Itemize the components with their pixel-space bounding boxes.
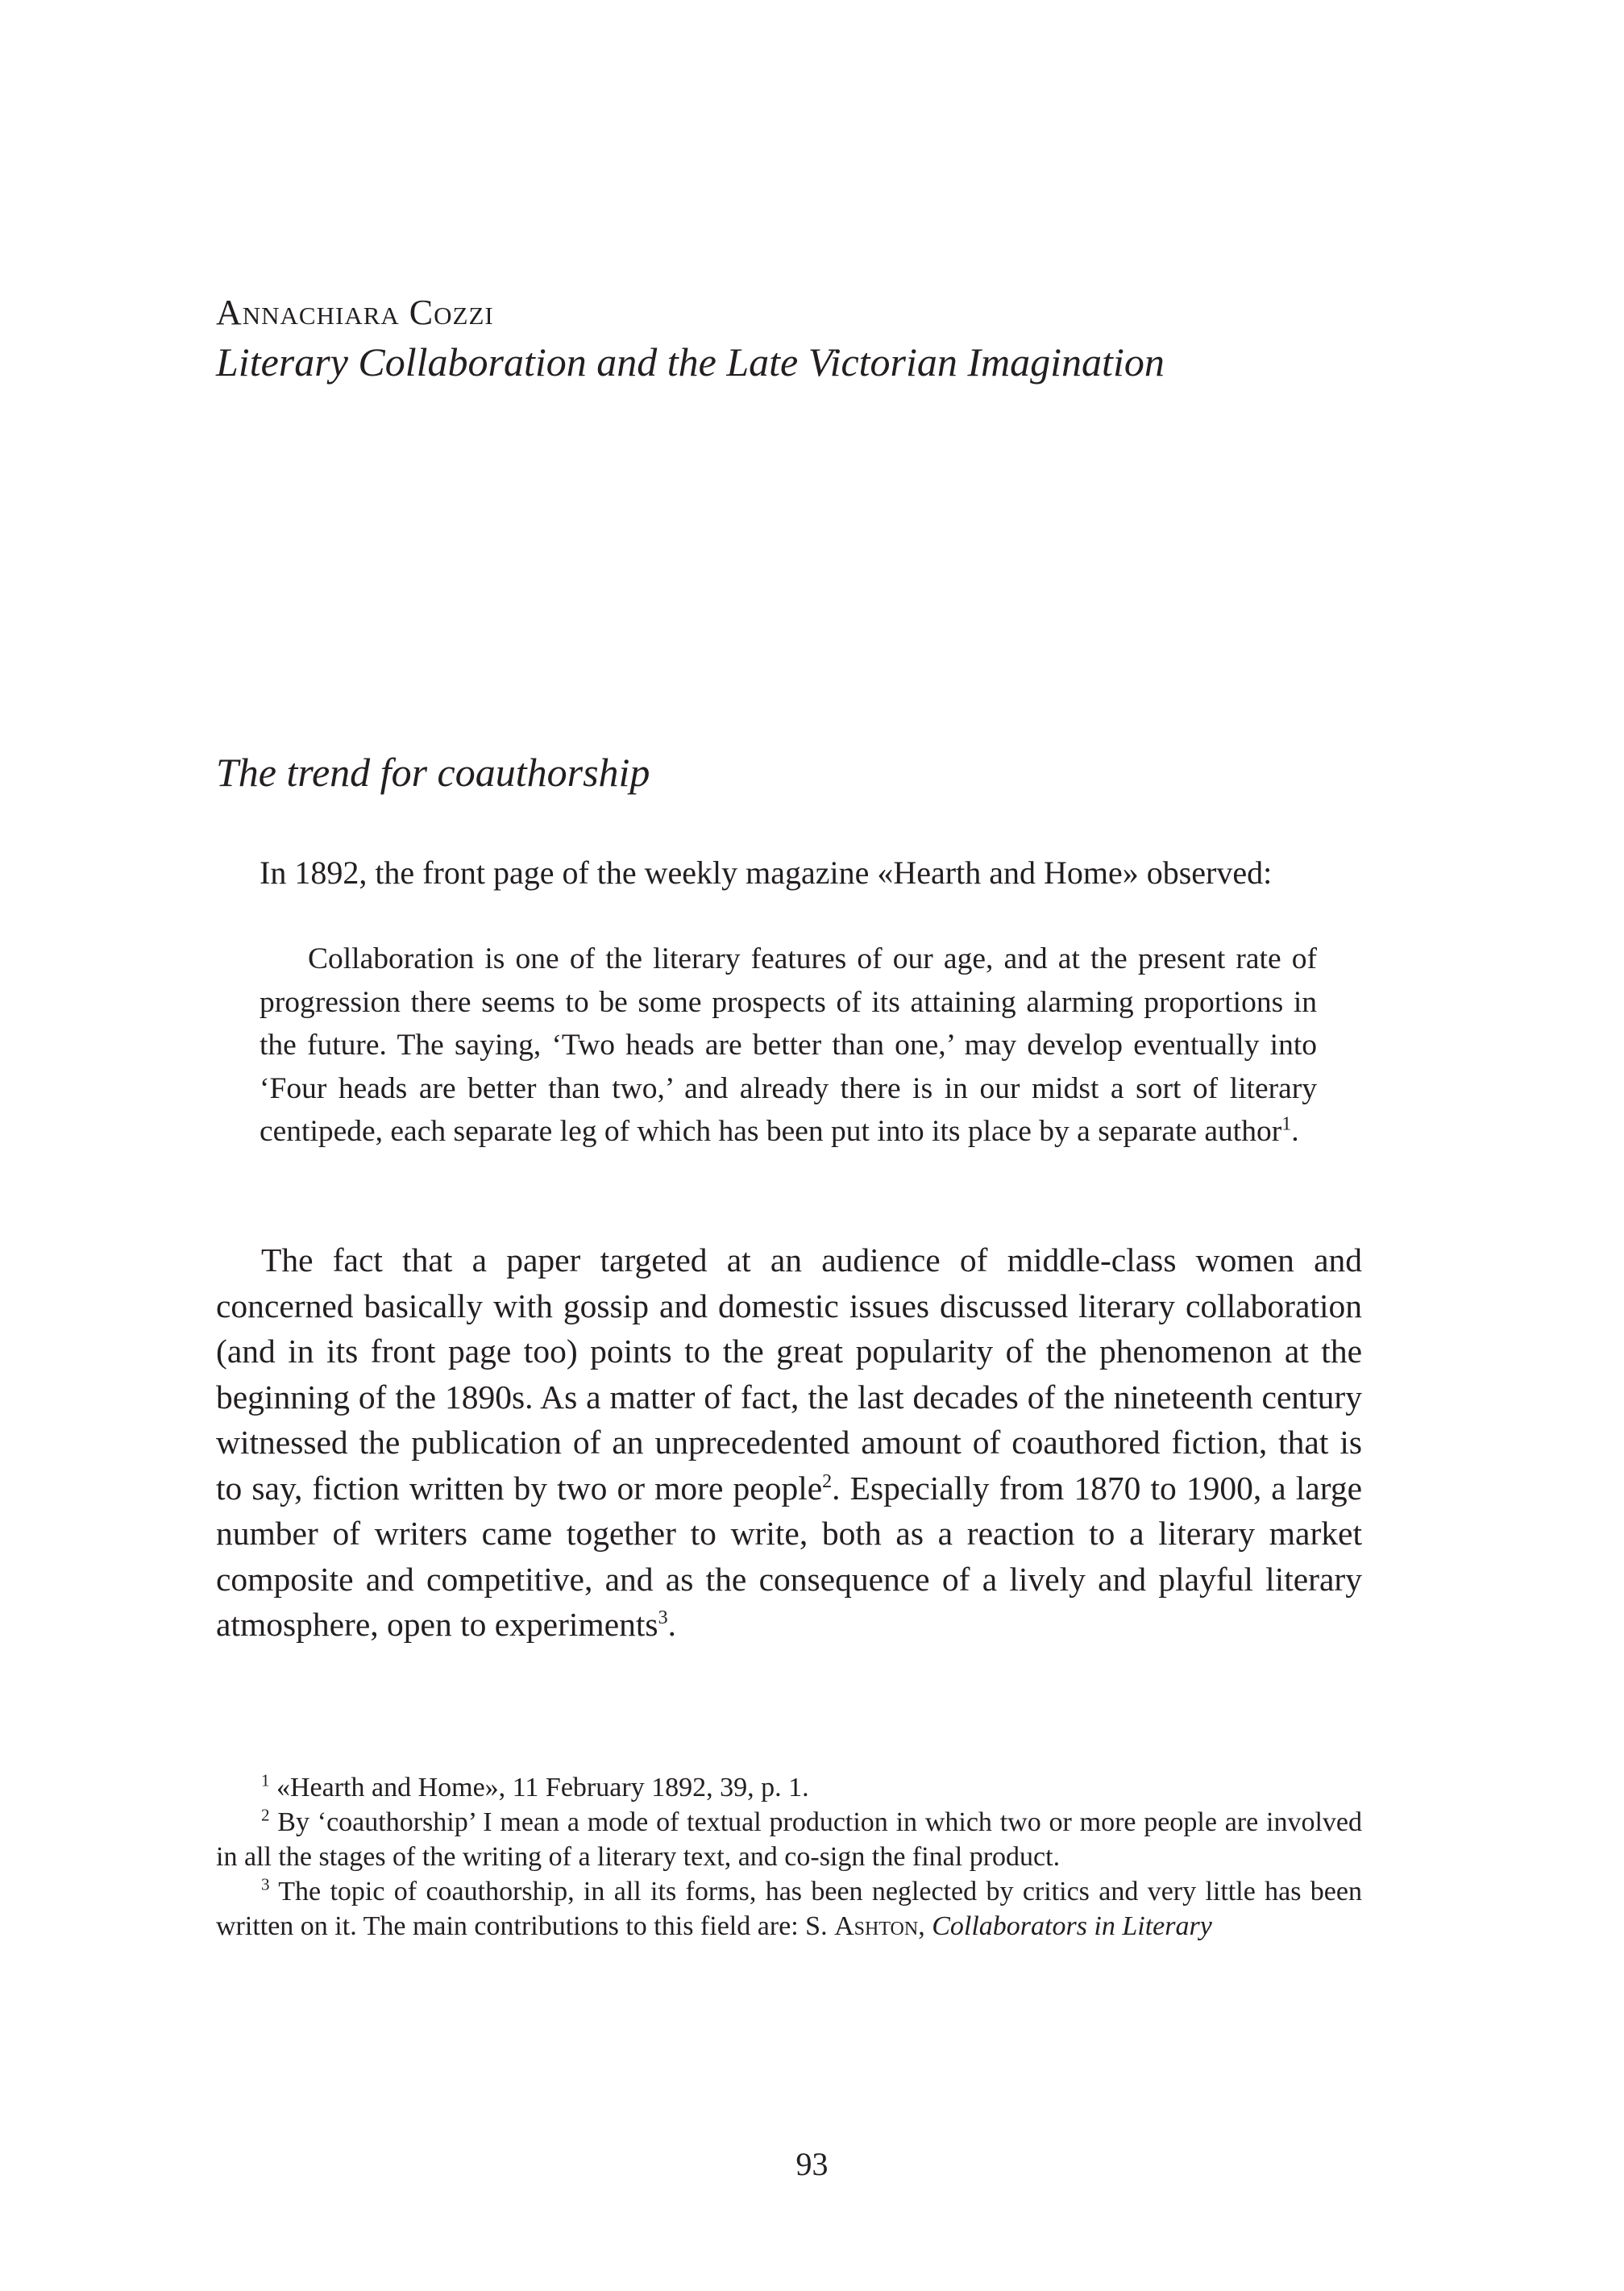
footnote [216,1770,1362,1805]
cited-author: Ashton [834,1911,919,1941]
body-text-part-1: The fact that a paper targeted at an audience of middle-class women and concerned basically with gossip and domestic issues discussed literary collaboration (and in its front page too) points to the great popularity of the phenomenon at the beginning of the 1890s. As a matter of fact, the last decades of the nineteenth century witnessed the publication of an unprecedented amount of coauthored fiction, that is to say, fiction written by two or more people [216,1241,1362,1507]
body-text-part-2: . Especially from 1870 to 1900, a large number of writers came together to write, both as a reaction to a literary market composite and competitive, and as the consequence of a lively and playful literary atmosphere, open to experiments [216,1469,1362,1643]
intro-paragraph: In 1892, the front page of the weekly magazine «Hearth and Home» observed: [260,854,1273,891]
footnote-reference: 3 [658,1607,668,1629]
footnote-number: 2 [261,1805,270,1825]
footnote-text: «Hearth and Home», 11 February 1892, 39, p. 1. [276,1773,809,1802]
cited-work-title: Collaborators in Literary [932,1911,1212,1941]
chapter-author: Annachiara Cozzi [216,293,494,332]
footnote-reference: 1 [1281,1113,1292,1135]
chapter-title: Literary Collaboration and the Late Victorian Imagination [216,339,1165,385]
footnote-number: 3 [261,1874,270,1894]
citation-separator: , [918,1911,932,1941]
block-quote-text: Collaboration is one of the literary features of our age, and at the present rate of progression there seems to be some prospects of its attaining alarming proportions in the future. The saying, ‘Two heads are better than one,’ may develop eventually into ‘Four heads are better than two,’ and already there is in our midst a sort of literary centipede, each separate leg of which has been put into its place by a separate author [260,942,1317,1148]
body-paragraph [216,1237,1362,1648]
section-heading: The trend for coauthorship [216,750,650,795]
footnotes [216,1770,1362,1944]
footnote-reference: 2 [822,1470,833,1492]
block-quote-end: . [1291,1115,1299,1148]
footnote [216,1874,1362,1944]
block-quote [260,938,1317,1154]
footnote-number: 1 [261,1770,270,1790]
chapter-header [216,290,1409,389]
footnote-text: By ‘coauthorship’ I mean a mode of textual production in which two or more people are involved in all the stages of the writing of a literary text, and co-sign the final product. [216,1807,1362,1872]
page-number: 93 [795,2146,829,2182]
footnote-text: The topic of coauthorship, in all its forms, has been neglected by critics and very little has been written on it. The main contributions to this field are: S. [216,1877,1362,1941]
body-text-end: . [667,1606,676,1643]
footnote [216,1805,1362,1874]
